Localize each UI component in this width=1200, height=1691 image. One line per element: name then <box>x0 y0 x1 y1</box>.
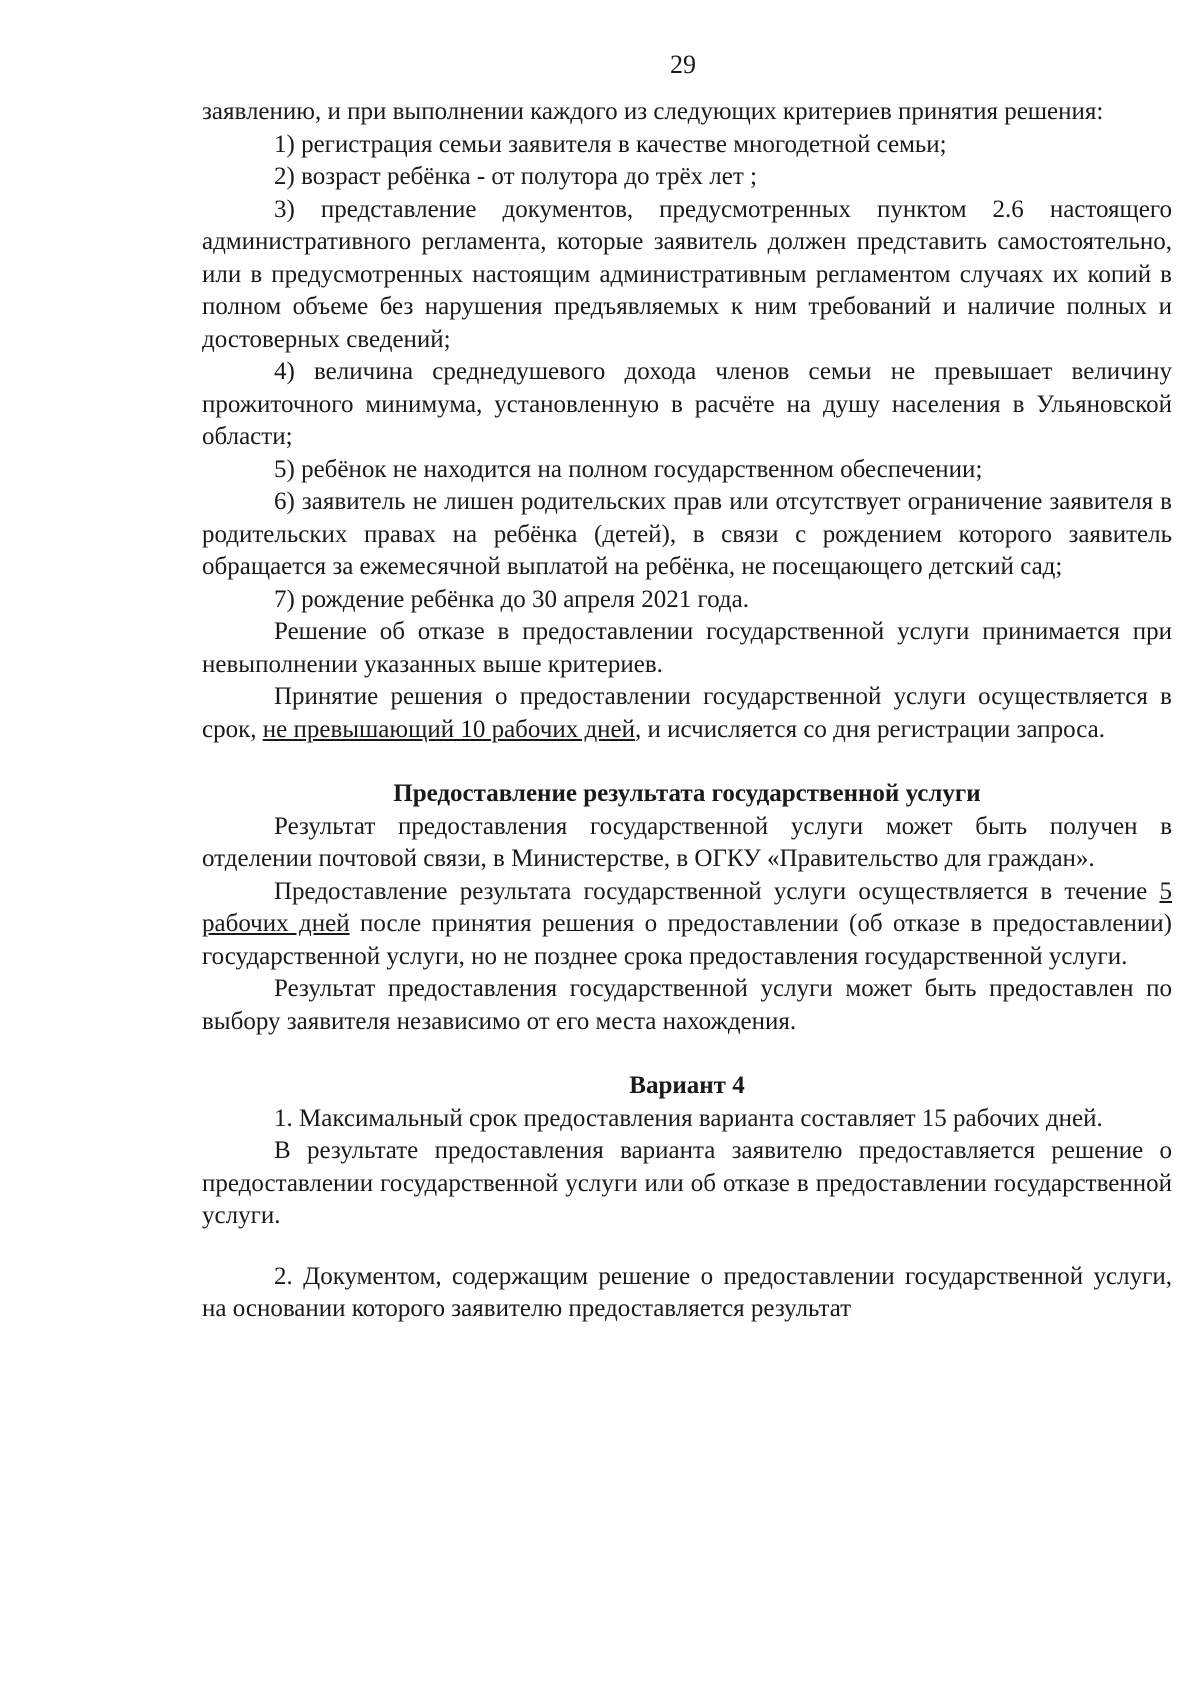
section-heading-result: Предоставление результата государственной услуги <box>393 780 981 807</box>
decision-paragraph <box>202 681 1172 746</box>
decision-text-before: Принятие решения о предоставлении государственной услуги осуществляется в срок, <box>202 683 1172 743</box>
result-text-after: после принятия решения о предоставлении (об отказе в предоставлении) государственной услуги, но не позднее срока предоставления государственной услуги. <box>202 910 1172 970</box>
result-deadline: 5 рабочих дней <box>202 877 1172 937</box>
refusal-paragraph: Решение об отказе в предоставлении государственной услуги принимается при невыполнении указанных выше критериев. <box>202 618 1172 678</box>
variant-paragraph-1: 1. Максимальный срок предоставления варианта составляет 15 рабочих дней. <box>274 1104 1103 1132</box>
spacer <box>202 746 1172 778</box>
decision-text-after: , и исчисляется со дня регистрации запроса. <box>635 715 1105 743</box>
variant-paragraph-2: В результате предоставления варианта заявителю предоставляется решение о предоставлении государственной услуги или об отказе в предоставлении государственной услуги. <box>202 1137 1172 1229</box>
result-text-before: Предоставление результата государственной услуги осуществляется в течение <box>274 877 1160 905</box>
result-paragraph-2 <box>202 876 1172 974</box>
page-number: 29 <box>670 50 696 79</box>
intro-paragraph: заявлению, и при выполнении каждого из следующих критериев принятия решения: <box>202 98 1104 125</box>
criterion-6: 6) заявитель не лишен родительских прав или отсутствует ограничение заявителя в родительских правах на ребёнка (детей), в связи с рождением которого заявитель обращается за ежемесячной выплатой на ребёнка, не посещающего детский сад; <box>202 488 1172 580</box>
spacer <box>202 1233 1172 1261</box>
criterion-2: 2) возраст ребёнка - от полутора до трёх лет ; <box>274 163 757 190</box>
criterion-4: 4) величина среднедушевого дохода членов семьи не превышает величину прожиточного минимума, установленную в расчёте на душу населения в Ульяновской области; <box>202 358 1172 450</box>
criterion-5: 5) ребёнок не находится на полном государственном обеспечении; <box>274 455 983 483</box>
result-paragraph-1: Результат предоставления государственной услуги может быть получен в отделении почтовой связи, в Министерстве, в ОГКУ «Правительство для граждан». <box>202 812 1172 872</box>
criterion-1: 1) регистрация семьи заявителя в качестве многодетной семьи; <box>274 130 947 158</box>
decision-deadline: не превышающий 10 рабочих дней <box>262 715 636 743</box>
criterion-7: 7) рождение ребёнка до 30 апреля 2021 года. <box>274 585 749 613</box>
spacer <box>202 1038 1172 1070</box>
section-heading-variant: Вариант 4 <box>629 1072 745 1099</box>
result-paragraph-3: Результат предоставления государственной услуги может быть предоставлен по выбору заявителя независимо от его места нахождения. <box>202 975 1172 1035</box>
criterion-3: 3) представление документов, предусмотренных пунктом 2.6 настоящего административного регламента, которые заявитель должен представить самостоятельно, или в предусмотренных настоящим административным регламентом случаях их копий в полном объеме без нарушения предъявляемых к ним требований и наличие полных и достоверных сведений; <box>202 195 1172 353</box>
document-body <box>202 96 1172 1326</box>
variant-paragraph-3: 2. Документом, содержащим решение о предоставлении государственной услуги, на основании которого заявителю предоставляется результат <box>202 1262 1172 1322</box>
